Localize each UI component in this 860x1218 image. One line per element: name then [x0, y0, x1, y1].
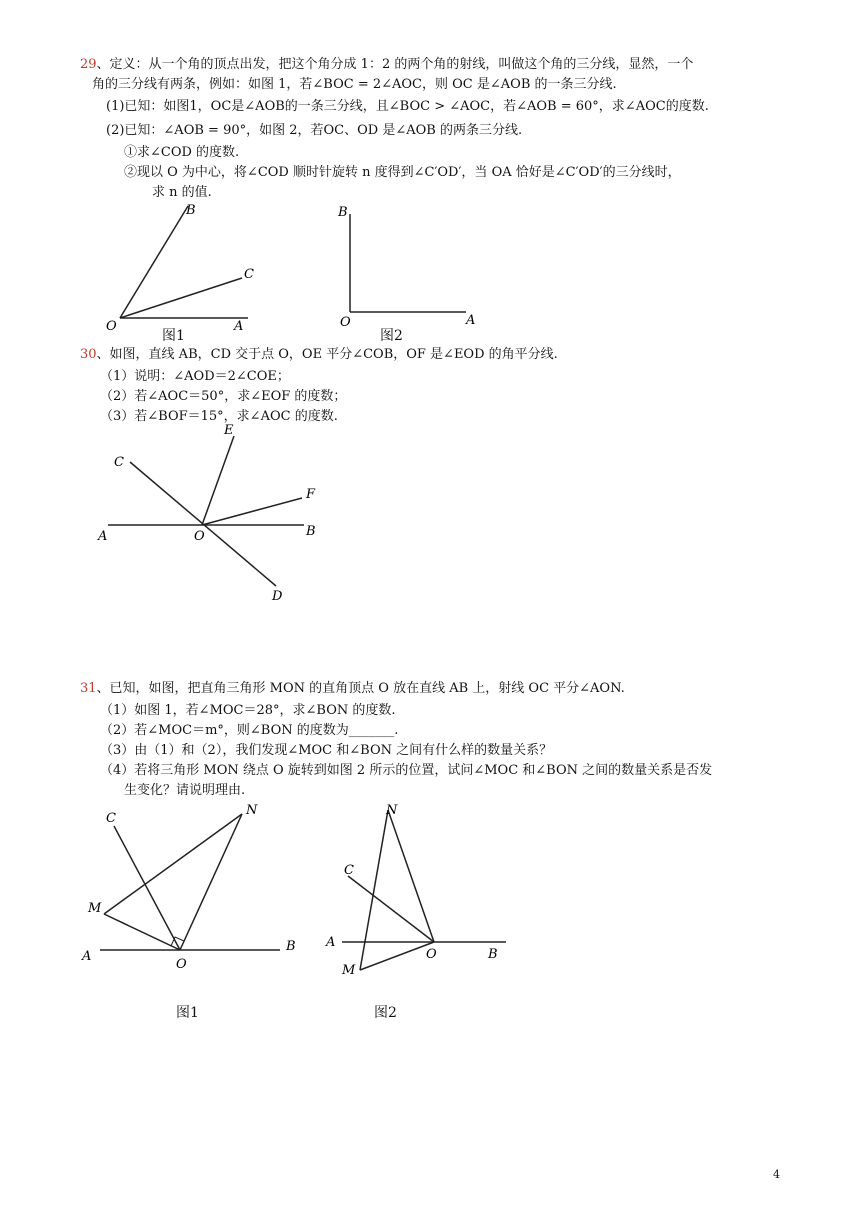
q29-fig1-caption: 图1 [162, 328, 185, 344]
q30-part-3: （3）若∠BOF＝15°，求∠AOC 的度数. [100, 409, 338, 424]
q31-part-3: （3）由（1）和（2），我们发现∠MOC 和∠BON 之间有什么样的数量关系？ [100, 743, 553, 758]
q31-figure-1 [80, 800, 310, 980]
q30-label-e: E [224, 423, 234, 438]
q31-fig2-label-c: C [344, 863, 354, 878]
q29-part-2: (2)已知：∠AOB = 90°，如图 2，若OC、OD 是∠AOB 的两条三分线. [106, 123, 523, 138]
q31-number: 31 [80, 681, 97, 696]
page-number: 4 [773, 1168, 780, 1181]
q30-text-1: 、如图，直线 AB，CD 交于点 O，OE 平分∠COB，OF 是∠EOD 的角平分线. [96, 347, 558, 362]
q29-part-1: (1)已知：如图1，OC是∠AOB的一条三分线，且∠BOC > ∠AOC，若∠AOB = 60°，求∠AOC的度数. [106, 99, 709, 114]
q31-fig1-label-c: C [106, 811, 116, 826]
q29-fig1-label-a: A [234, 319, 244, 334]
q30-figure [90, 420, 330, 610]
q30-label-o: O [194, 529, 205, 544]
q31-fig2-label-n: N [386, 803, 398, 818]
q31-fig2-label-o: O [426, 947, 437, 962]
q29-text-1: 、定义：从一个角的顶点出发，把这个角分成 1：2 的两个角的射线，叫做这个角的三分线，显然，一个 [96, 57, 694, 72]
q29-fig1-label-c: C [244, 267, 254, 282]
q29-fig2-label-b: B [338, 205, 348, 220]
q30-part-2: （2）若∠AOC＝50°，求∠EOF 的度数； [100, 389, 347, 404]
q29-fig2-caption: 图2 [380, 328, 403, 344]
q30-line-1 [80, 346, 558, 364]
q30-label-a: A [98, 529, 108, 544]
q29-line-2: 角的三分线有两条，例如：如图 1，若∠BOC = 2∠AOC，则 OC 是∠AOB 的一条三分线. [92, 77, 617, 92]
q29-fig1-label-b: B [186, 203, 196, 218]
q29-sub-1: ①求∠COD 的度数. [124, 145, 240, 160]
q31-fig1-label-b: B [286, 939, 296, 954]
q31-fig2-label-a: A [326, 935, 336, 950]
q29-figure-1 [100, 200, 270, 340]
q31-part-1: （1）如图 1，若∠MOC＝28°，求∠BON 的度数. [100, 703, 396, 718]
q29-figure-2 [330, 200, 490, 340]
q31-fig2-caption: 图2 [374, 1005, 397, 1021]
q31-figure-2 [320, 800, 520, 980]
q30-label-d: D [272, 589, 283, 604]
q29-line-1 [80, 56, 693, 74]
q31-text-1: 、已知，如图，把直角三角形 MON 的直角顶点 O 放在直线 AB 上，射线 OC 平分∠AON. [96, 681, 625, 696]
q30-label-f: F [306, 487, 316, 502]
q31-part-4: （4）若将三角形 MON 绕点 O 旋转到如图 2 所示的位置，试问∠MOC 和∠BON 之间的数量关系是否发 [100, 763, 713, 778]
q31-fig2-label-b: B [488, 947, 498, 962]
q30-part-1: （1）说明：∠AOD＝2∠COE； [100, 369, 290, 384]
q30-label-c: C [114, 455, 124, 470]
q31-fig2-label-m: M [342, 963, 356, 978]
q31-line-1 [80, 680, 625, 698]
q31-fig1-caption: 图1 [176, 1005, 199, 1021]
q29-number: 29 [80, 57, 97, 72]
q30-number: 30 [80, 347, 97, 362]
q29-fig1-label-o: O [106, 319, 117, 334]
q31-fig1-label-n: N [246, 803, 258, 818]
q31-fig1-label-m: M [88, 901, 102, 916]
q31-part-4-cont: 生变化？请说明理由. [124, 783, 246, 798]
q31-fig1-label-o: O [176, 957, 187, 972]
q29-sub-2: ②现以 O 为中心，将∠COD 顺时针旋转 n 度得到∠C′OD′，当 OA 恰好是∠C′OD′的三分线时， [124, 165, 681, 180]
q29-sub-2-cont: 求 n 的值. [152, 185, 212, 200]
q29-fig2-label-o: O [340, 315, 351, 330]
q30-label-b: B [306, 524, 316, 539]
q31-part-2: （2）若∠MOC＝m°，则∠BON 的度数为_______. [100, 723, 399, 738]
q29-fig2-label-a: A [466, 313, 476, 328]
q31-fig1-label-a: A [82, 949, 92, 964]
